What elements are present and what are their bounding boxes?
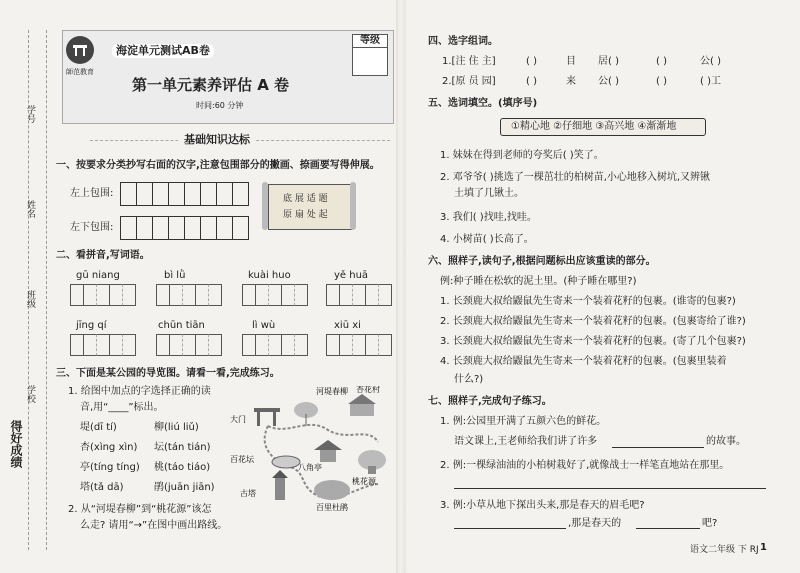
pavilion-icon[interactable]	[314, 440, 342, 462]
page-title: 第一单元素养评估 A 卷	[132, 76, 290, 94]
q1-character-scroll	[268, 184, 352, 230]
q4-row1-blank-2[interactable]: 居( )	[598, 56, 619, 67]
grade-label: 等级	[353, 35, 387, 48]
q7-blank-1[interactable]	[612, 447, 704, 448]
q1-title: 一、按要求分类抄写右面的汉字,注意包围部分的撇画、捺画要写得伸展。	[56, 160, 380, 171]
q6-title: 六、照样子,读句子,根据问题标出应该重读的部分。	[428, 256, 656, 267]
map-label-village: 杏花村	[356, 386, 380, 394]
q3-item1-line2: 音,用“____”标出。	[80, 402, 164, 413]
q3-reading-1b[interactable]: 柳(liú liǔ)	[154, 422, 199, 433]
side-brand: 得好成绩	[9, 420, 23, 468]
q3-reading-4a[interactable]: 塔(tǎ dā)	[80, 482, 124, 493]
page-number: 1	[760, 542, 767, 553]
map-label-gate: 大门	[230, 415, 246, 424]
q5-s2a[interactable]: 2. 邓爷爷( )挑选了一棵茁壮的柏树苗,小心地移入树坑,又辨锹	[440, 172, 711, 183]
scroll-roll-right	[350, 182, 356, 230]
q2-pinyin-3: kuài huo	[248, 270, 291, 281]
q2-box-8[interactable]	[326, 334, 392, 356]
q3-reading-4b[interactable]: 鹃(juān jiān)	[154, 482, 215, 493]
q2-box-4[interactable]	[326, 284, 392, 306]
map-label-flower-bed: 百花坛	[230, 455, 254, 464]
q4-row1-blank-1[interactable]: ( )	[526, 56, 537, 67]
gate-icon[interactable]	[254, 408, 280, 426]
q6-s4a[interactable]: 4. 长颈鹿大叔给鼹鼠先生寄来一个装着花籽的包裹。(包裹里装着	[440, 356, 727, 367]
park-map[interactable]	[228, 386, 394, 516]
flower-bed-icon[interactable]	[272, 456, 300, 468]
section-basic: 基础知识达标	[178, 134, 256, 146]
q7-blank-2[interactable]	[454, 488, 766, 489]
peach-grove-icon[interactable]	[358, 450, 386, 474]
scroll-roll-left	[262, 182, 268, 230]
q6-example: 例:种子睡在松软的泥土里。(种子睡在哪里?)	[440, 276, 637, 287]
grade-box[interactable]	[352, 34, 388, 76]
q2-pinyin-8: xiū xi	[334, 320, 361, 331]
q7-e3c: 吧?	[702, 518, 718, 529]
page-fold	[396, 0, 406, 573]
q5-s4[interactable]: 4. 小树苗( )长高了。	[440, 234, 534, 245]
side-field-name: 姓名	[25, 200, 35, 218]
q2-pinyin-2: bì lǜ	[164, 270, 186, 281]
map-label-pagoda: 古塔	[240, 489, 256, 498]
q2-pinyin-7: lì wù	[252, 320, 276, 331]
q3-item2-line2: 么走? 请用“→”在图中画出路线。	[80, 520, 228, 531]
q3-title: 三、下面是某公园的导览图。请看一看,完成练习。	[56, 368, 280, 379]
q4-row2-blank-4[interactable]: ( )工	[700, 76, 721, 87]
logo-icon	[66, 36, 94, 64]
q3-reading-3b[interactable]: 桃(táo tiáo)	[154, 462, 211, 473]
side-field-class: 班级	[25, 290, 35, 308]
q6-s4b: 什么?)	[454, 374, 484, 385]
q2-box-7[interactable]	[242, 334, 308, 356]
q4-row2-blank-3[interactable]: ( )	[656, 76, 667, 87]
q2-pinyin-6: chūn tiān	[158, 320, 205, 331]
q4-row2-chars: 2.[原 员 园]	[442, 76, 496, 87]
cut-line	[46, 30, 47, 550]
q4-title: 四、选字组词。	[428, 36, 498, 47]
q4-row2-blank-1[interactable]: ( )	[526, 76, 537, 87]
q7-e1b: 语文课上,王老师给我们讲了许多	[454, 436, 598, 447]
q2-pinyin-4: yě huā	[334, 270, 369, 281]
q6-s2[interactable]: 2. 长颈鹿大叔给鼹鼠先生寄来一个装着花籽的包裹。(包裹寄给了谁?)	[440, 316, 746, 327]
q3-item2-line1: 2. 从“河堤春柳”到“桃花源”该怎	[68, 504, 212, 515]
q3-reading-2a[interactable]: 杏(xìng xìn)	[80, 442, 138, 453]
q2-pinyin-5: jīng qí	[76, 320, 107, 331]
q4-row1-blank-3[interactable]: ( )	[656, 56, 667, 67]
logo-text: 師范教育	[66, 68, 94, 76]
q1-grid-lower-left[interactable]	[120, 216, 249, 240]
q7-title: 七、照样子,完成句子练习。	[428, 396, 552, 407]
q4-row2-blank-2[interactable]: 公( )	[598, 76, 619, 87]
q5-s3[interactable]: 3. 我们( )找哇,找哇。	[440, 212, 537, 223]
q4-row1-blank-4[interactable]: 公( )	[700, 56, 721, 67]
q1-grid-upper-left[interactable]	[120, 182, 249, 206]
side-field-student-id: 学号	[25, 105, 35, 123]
q2-box-3[interactable]	[242, 284, 308, 306]
q1-label-lower-left: 左下包围:	[70, 222, 114, 233]
q6-s1[interactable]: 1. 长颈鹿大叔给鼹鼠先生寄来一个装着花籽的包裹。(谁寄的包裹?)	[440, 296, 736, 307]
q2-box-5[interactable]	[70, 334, 136, 356]
q7-blank-4[interactable]	[636, 528, 700, 529]
exam-time: 时间:60 分钟	[196, 101, 244, 110]
q1-chars-line1: 底 展 适 题	[283, 194, 328, 204]
q3-reading-3a[interactable]: 亭(tíng tíng)	[80, 462, 140, 473]
q3-item1-line1: 1. 给图中加点的字选择正确的读	[68, 386, 211, 397]
q4-row1-chars: 1.[注 住 主]	[442, 56, 496, 67]
side-field-school: 学校	[25, 385, 35, 403]
q1-chars-line2: 原 扇 处 起	[283, 210, 328, 220]
q7-e2: 2. 例:一棵绿油油的小柏树栽好了,就像战士一样笔直地站在那里。	[440, 460, 730, 471]
q2-box-1[interactable]	[70, 284, 136, 306]
willow-icon[interactable]	[294, 402, 318, 426]
village-icon[interactable]	[348, 394, 376, 416]
q1-label-upper-left: 左上包围:	[70, 188, 114, 199]
q2-box-6[interactable]	[156, 334, 222, 356]
q7-e3b: ,那是春天的	[568, 518, 622, 529]
map-label-pavilion: 八角亭	[298, 463, 322, 472]
q4-row1-char-mu: 目	[566, 56, 576, 67]
q2-pinyin-1: gū niang	[76, 270, 120, 281]
q2-box-2[interactable]	[156, 284, 222, 306]
q3-reading-2b[interactable]: 坛(tán tián)	[154, 442, 211, 453]
map-label-azalea: 百里杜鹃	[316, 503, 348, 512]
footer-label: 语文二年级 下 RJ	[690, 545, 759, 555]
q5-title: 五、选词填空。(填序号)	[428, 98, 538, 109]
q7-blank-3[interactable]	[454, 528, 566, 529]
q6-s3[interactable]: 3. 长颈鹿大叔给鼹鼠先生寄来一个装着花籽的包裹。(寄了几个包裹?)	[440, 336, 746, 347]
series-name: 海淀单元测试AB卷	[112, 44, 214, 58]
azalea-icon[interactable]	[314, 480, 350, 500]
q4-row2-char-lai: 来	[566, 76, 576, 87]
q5-options: ①精心地 ②仔细地 ③高兴地 ④渐渐地	[511, 121, 677, 132]
map-label-willow: 河堤春柳	[316, 387, 348, 396]
q7-e1: 1. 例:公园里开满了五颜六色的鲜花。	[440, 416, 607, 427]
q7-e1c: 的故事。	[706, 436, 746, 447]
q5-s2b: 土填了几锹土。	[454, 188, 524, 199]
q5-s1[interactable]: 1. 妹妹在得到老师的夸奖后( )笑了。	[440, 150, 604, 161]
map-label-peach: 桃花源	[352, 477, 376, 486]
q7-e3: 3. 例:小草从地下探出头来,那是春天的眉毛吧?	[440, 500, 645, 511]
q2-title: 二、看拼音,写词语。	[56, 250, 150, 261]
logo-gate-icon	[66, 36, 94, 64]
q3-reading-1a[interactable]: 堤(dī tí)	[80, 422, 117, 433]
q5-option-box	[500, 118, 706, 136]
pagoda-icon[interactable]	[272, 470, 288, 500]
